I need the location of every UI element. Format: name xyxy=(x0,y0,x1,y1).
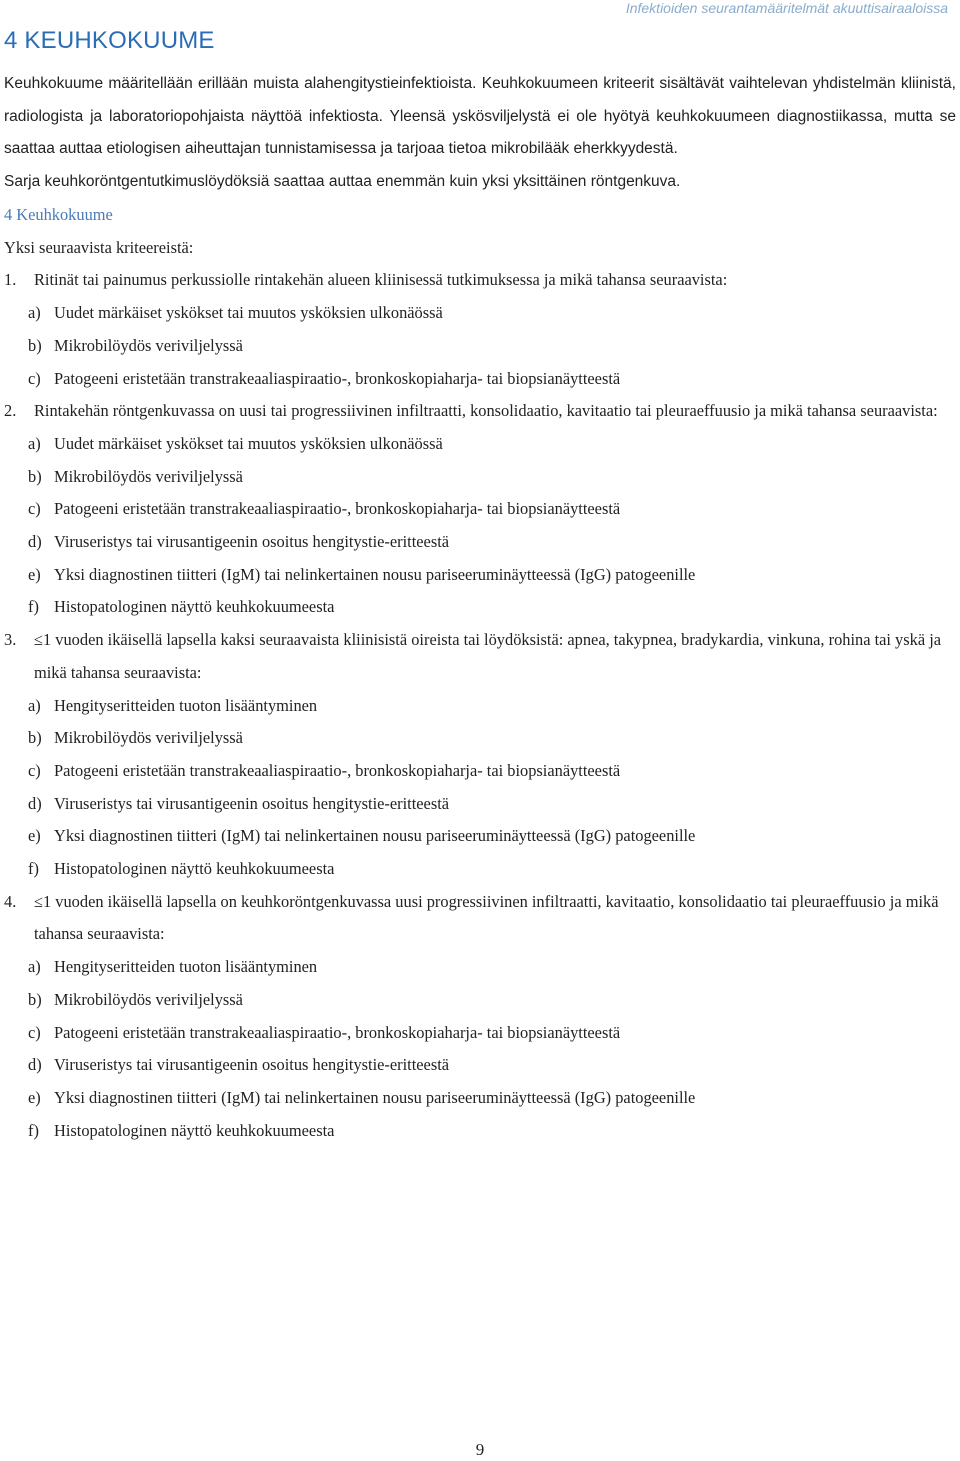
list-item xyxy=(4,755,956,788)
list-item xyxy=(4,461,956,494)
intro-paragraph xyxy=(4,68,956,199)
item-text: Viruseristys tai virusantigeenin osoitus hengitystie-eritteestä xyxy=(54,532,450,552)
definition-block xyxy=(4,199,956,1147)
item-label: c) xyxy=(28,760,41,780)
item-label: f) xyxy=(28,1120,39,1140)
list-item xyxy=(4,493,956,526)
item-text: Yksi diagnostinen tiitteri (IgM) tai nelinkertainen nousu pariseeruminäytteessä (IgG) patogeenille xyxy=(54,1087,696,1107)
item-text: Histopatologinen näyttö keuhkokuumeesta xyxy=(54,859,335,879)
list-item xyxy=(4,363,956,396)
item-text: Patogeeni eristetään transtrakeaaliaspiraatio-, bronkoskopiaharja- tai biopsianäytteestä xyxy=(54,499,621,519)
item-label: c) xyxy=(28,1022,41,1042)
intro-text: Keuhkokuume määritellään erillään muista alahengitystieinfektioista. Keuhkokuumeen kriteerit sisältävät vaihtelevan yhdistelmän kliinistä, radiologista ja laboratoriopohjaista näyttöä infektiosta. Yleensä yskösviljelystä ei ole hyötyä keuhkokuumeen diagnostiikassa, mutta se saattaa auttaa etiologisen aiheuttajan tunnistamisessa ja tarjoaa tietoa mikrobilääk eherkkyydestä. xyxy=(4,75,956,158)
item-text: Patogeeni eristetään transtrakeaaliaspiraatio-, bronkoskopiaharja- tai biopsianäytteestä xyxy=(54,1022,621,1042)
item-label: d) xyxy=(28,1055,42,1075)
list-item xyxy=(4,1017,956,1050)
item-text: Viruseristys tai virusantigeenin osoitus hengitystie-eritteestä xyxy=(54,793,450,813)
item-label: c) xyxy=(28,368,41,388)
criterion-number: 2. xyxy=(4,401,17,421)
item-label: b) xyxy=(28,466,42,486)
intro-last-line: Sarja keuhkoröntgentutkimuslöydöksiä saattaa auttaa enemmän kuin yksi yksittäinen röntgenkuva. xyxy=(4,173,681,191)
list-item xyxy=(4,853,956,886)
item-text: Patogeeni eristetään transtrakeaaliaspiraatio-, bronkoskopiaharja- tai biopsianäytteestä xyxy=(54,368,621,388)
item-label: b) xyxy=(28,335,42,355)
criterion-text: Rintakehän röntgenkuvassa on uusi tai progressiivinen infiltraatti, konsolidaatio, kavitaatio tai pleuraeffuusio ja mikä tahansa seuraavista: xyxy=(34,401,938,421)
item-label: a) xyxy=(28,957,41,977)
list-item xyxy=(4,1115,956,1148)
item-label: a) xyxy=(28,433,41,453)
item-text: Uudet märkäiset yskökset tai muutos ysköksien ulkonäössä xyxy=(54,433,443,453)
item-label: c) xyxy=(28,499,41,519)
item-text: Mikrobilöydös veriviljelyssä xyxy=(54,335,243,355)
item-label: e) xyxy=(28,826,41,846)
item-text: Viruseristys tai virusantigeenin osoitus hengitystie-eritteestä xyxy=(54,1055,450,1075)
item-text: Patogeeni eristetään transtrakeaaliaspiraatio-, bronkoskopiaharja- tai biopsianäytteestä xyxy=(54,760,621,780)
criteria-lead: Yksi seuraavista kriteereistä: xyxy=(4,237,194,257)
list-item xyxy=(4,690,956,723)
item-label: a) xyxy=(28,303,41,323)
criterion-number: 1. xyxy=(4,270,17,290)
item-label: b) xyxy=(28,989,42,1009)
item-label: e) xyxy=(28,564,41,584)
list-item xyxy=(4,330,956,363)
item-text: Hengityseritteiden tuoton lisääntyminen xyxy=(54,695,318,715)
page-number: 9 xyxy=(475,1440,485,1459)
section-title: 4 KEUHKOKUUME xyxy=(4,27,215,54)
item-text: Hengityseritteiden tuoton lisääntyminen xyxy=(54,957,318,977)
list-item xyxy=(4,297,956,330)
list-item xyxy=(4,526,956,559)
list-item xyxy=(4,559,956,592)
item-label: b) xyxy=(28,728,42,748)
item-text: Mikrobilöydös veriviljelyssä xyxy=(54,728,243,748)
criterion-text: ≤1 vuoden ikäisellä lapsella on keuhkoröntgenkuvassa uusi progressiivinen infiltraatti, kavitaatio, konsolidaatio tai pleuraeffuusio ja mikä tahansa seuraavista: xyxy=(34,891,939,944)
definition-subheading: 4 Keuhkokuume xyxy=(4,205,113,224)
item-label: a) xyxy=(28,695,41,715)
list-item xyxy=(4,428,956,461)
criterion-number: 4. xyxy=(4,891,17,911)
criterion-3 xyxy=(4,624,956,886)
item-label: d) xyxy=(28,793,42,813)
list-item xyxy=(4,1082,956,1115)
running-header: Infektioiden seurantamääritelmät akuuttisairaaloissa xyxy=(625,0,948,16)
item-label: f) xyxy=(28,859,39,879)
item-text: Histopatologinen näyttö keuhkokuumeesta xyxy=(54,1120,335,1140)
item-label: f) xyxy=(28,597,39,617)
item-text: Mikrobilöydös veriviljelyssä xyxy=(54,989,243,1009)
item-text: Yksi diagnostinen tiitteri (IgM) tai nelinkertainen nousu pariseeruminäytteessä (IgG) patogeenille xyxy=(54,826,696,846)
list-item xyxy=(4,951,956,984)
criterion-1 xyxy=(4,264,956,395)
criterion-number: 3. xyxy=(4,630,17,650)
criterion-2 xyxy=(4,395,956,624)
item-label: d) xyxy=(28,532,42,552)
list-item xyxy=(4,722,956,755)
item-text: Yksi diagnostinen tiitteri (IgM) tai nelinkertainen nousu pariseeruminäytteessä (IgG) patogeenille xyxy=(54,564,696,584)
item-text: Histopatologinen näyttö keuhkokuumeesta xyxy=(54,597,335,617)
list-item xyxy=(4,1049,956,1082)
list-item xyxy=(4,788,956,821)
item-text: Uudet märkäiset yskökset tai muutos ysköksien ulkonäössä xyxy=(54,303,443,323)
list-item xyxy=(4,984,956,1017)
list-item xyxy=(4,820,956,853)
criterion-text: Ritinät tai painumus perkussiolle rintakehän alueen kliinisessä tutkimuksessa ja mikä tahansa seuraavista: xyxy=(34,270,728,290)
item-text: Mikrobilöydös veriviljelyssä xyxy=(54,466,243,486)
criterion-4 xyxy=(4,886,956,1148)
list-item xyxy=(4,591,956,624)
item-label: e) xyxy=(28,1087,41,1107)
criterion-text: ≤1 vuoden ikäisellä lapsella kaksi seuraavaista kliinisistä oireista tai löydöksistä: apnea, takypnea, bradykardia, vinkuna, rohina tai yskä ja mikä tahansa seuraavista: xyxy=(34,630,942,682)
